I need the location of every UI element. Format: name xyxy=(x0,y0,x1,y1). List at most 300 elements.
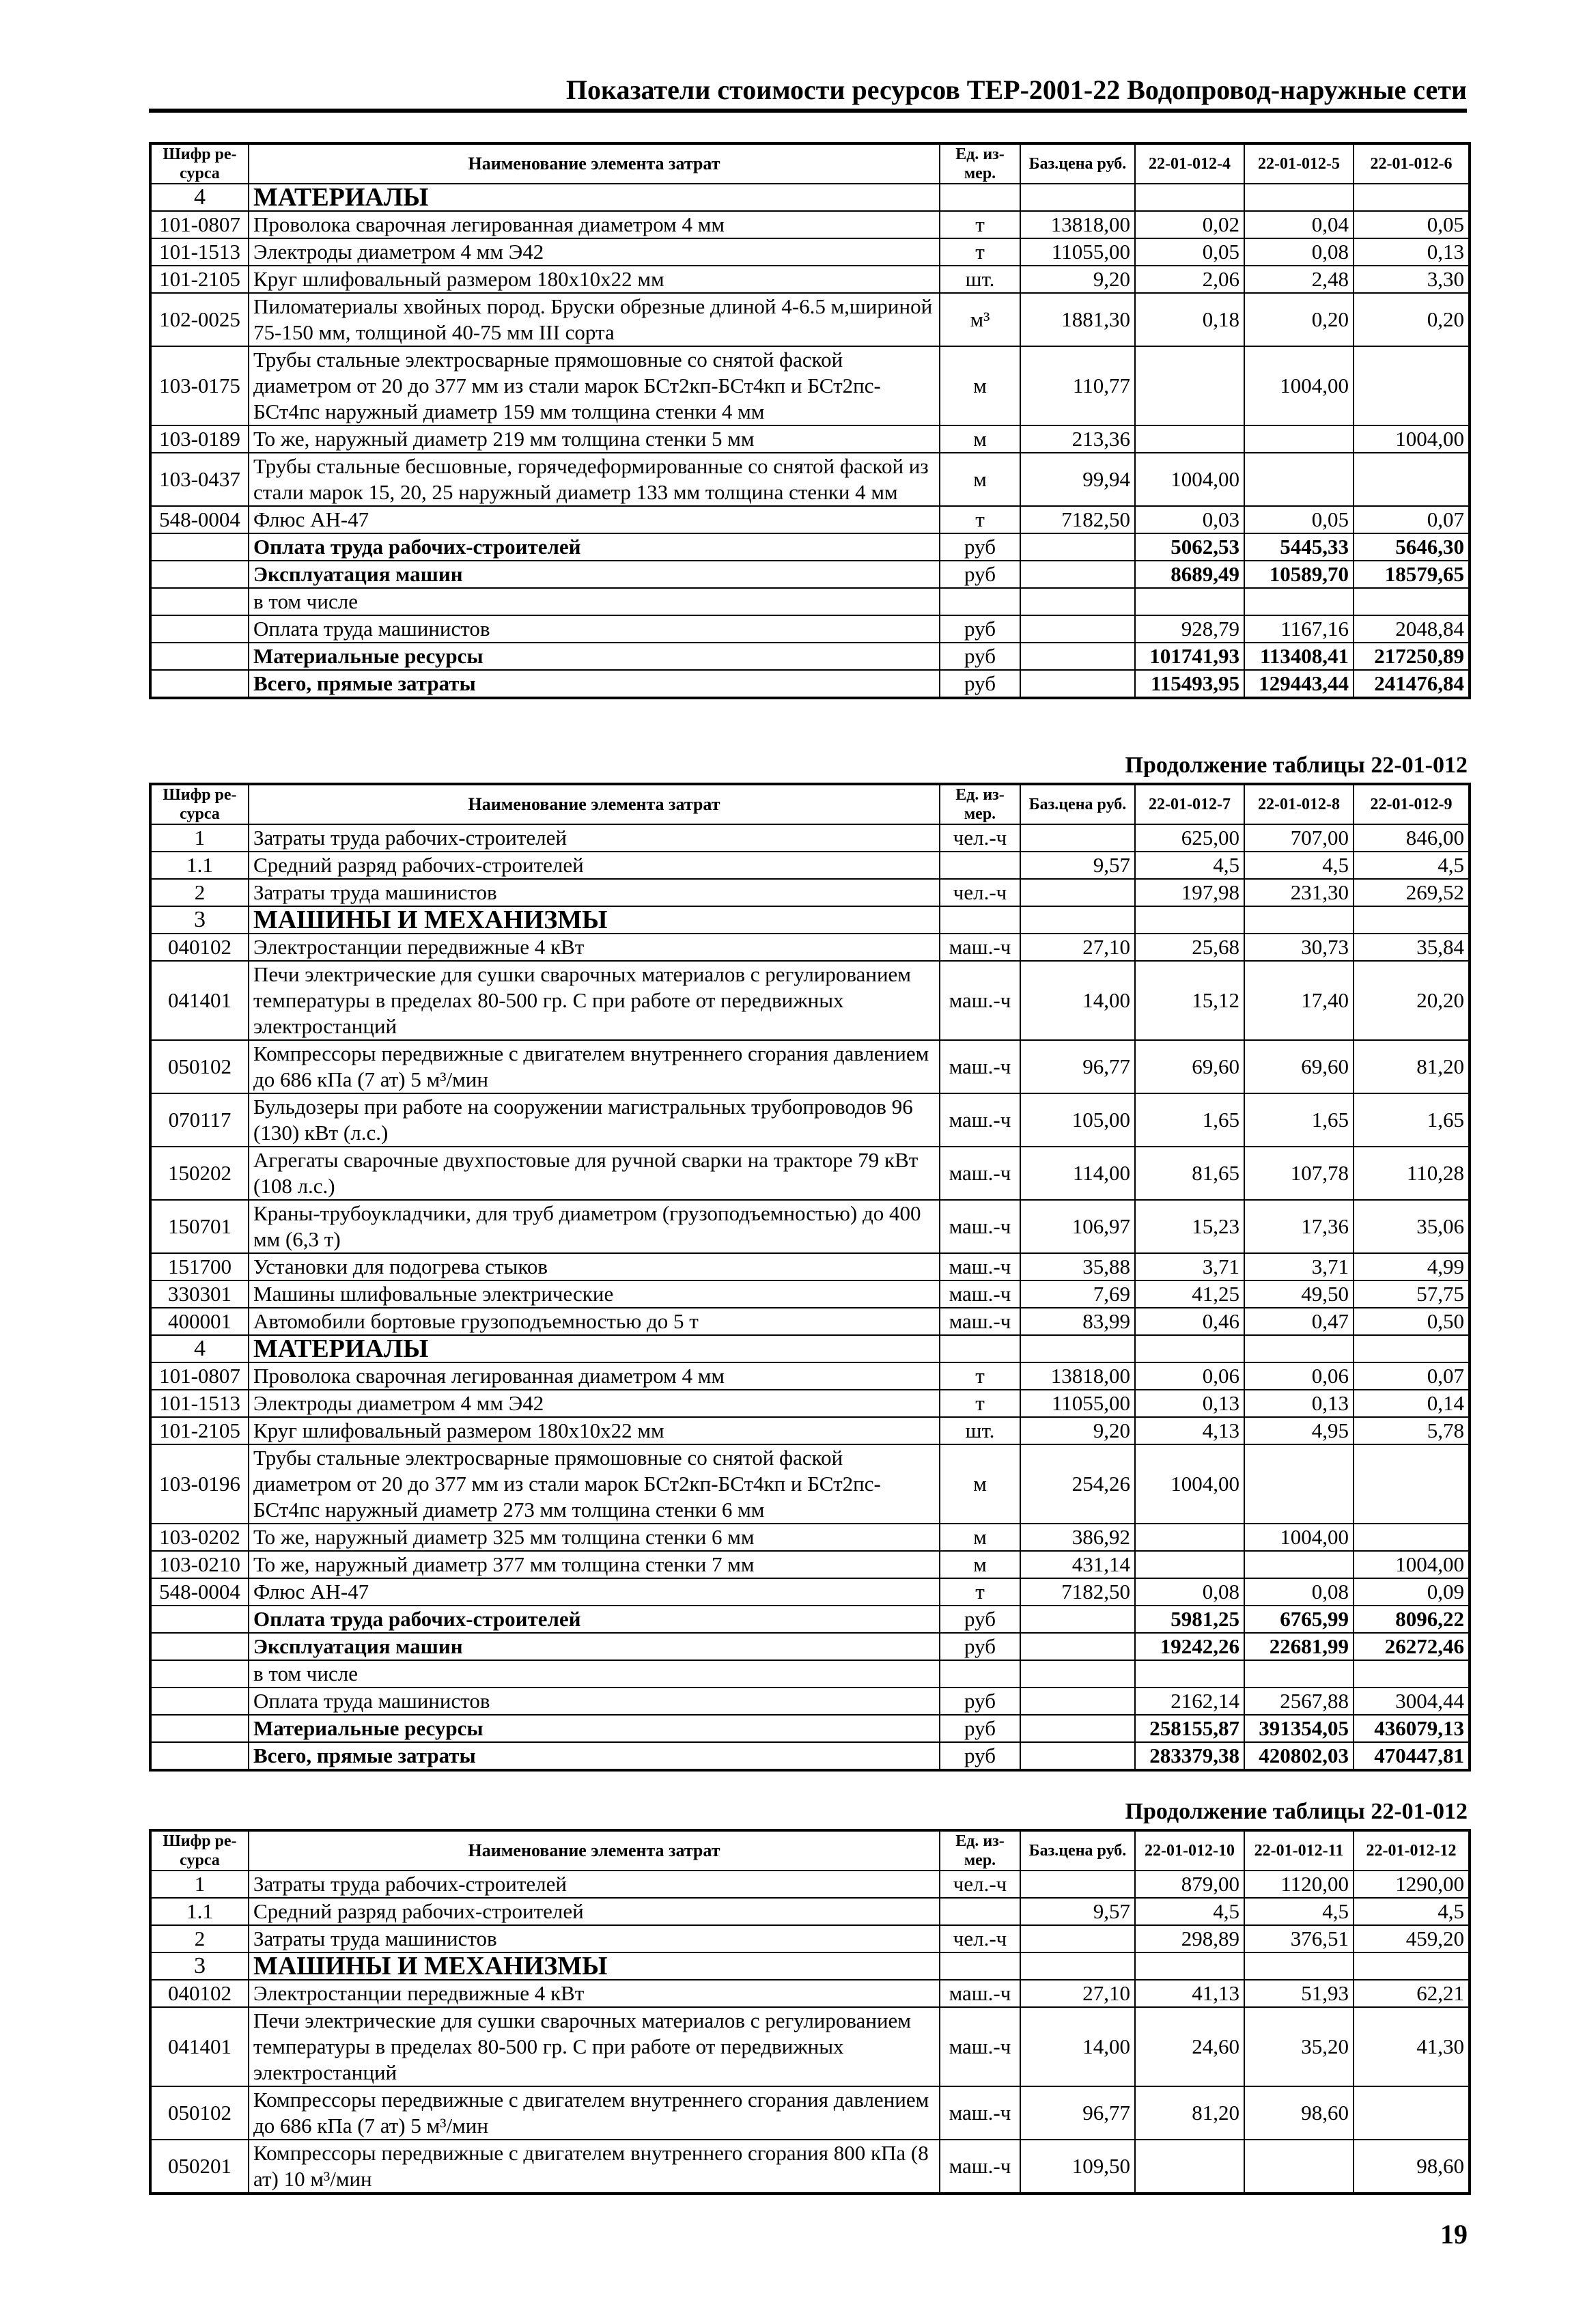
unit: маш.-ч xyxy=(940,1093,1020,1147)
unit: руб xyxy=(940,615,1020,643)
norm-value: 3,30 xyxy=(1354,266,1470,293)
norm-value: 69,60 xyxy=(1244,1040,1354,1093)
resource-code: 102-0025 xyxy=(150,293,249,346)
unit: маш.-ч xyxy=(940,1040,1020,1093)
norm-value: 0,05 xyxy=(1354,211,1470,238)
resource-code: 548-0004 xyxy=(150,506,249,533)
norm-value xyxy=(1135,588,1244,615)
cost-item-name: Круг шлифовальный размером 180х10х22 мм xyxy=(249,1417,940,1444)
base-price: 7182,50 xyxy=(1020,506,1135,533)
col-header-price: Баз.цена руб. xyxy=(1020,143,1135,184)
base-price xyxy=(1020,588,1135,615)
base-price: 9,20 xyxy=(1020,266,1135,293)
norm-value: 0,05 xyxy=(1244,506,1354,533)
norm-value: 4,95 xyxy=(1244,1417,1354,1444)
unit xyxy=(940,588,1020,615)
cost-item-name: Проволока сварочная легированная диаметром 4 мм xyxy=(249,211,940,238)
norm-value: 30,73 xyxy=(1244,934,1354,961)
norm-value xyxy=(1244,2140,1354,2194)
norm-value xyxy=(1354,1660,1470,1688)
resource-code: 2 xyxy=(150,879,249,906)
norm-value: 49,50 xyxy=(1244,1280,1354,1308)
col-header-norm: 22-01-012-8 xyxy=(1244,784,1354,824)
norm-value xyxy=(1135,2140,1244,2194)
table-row xyxy=(150,1200,1470,1253)
table-row xyxy=(150,852,1470,879)
unit: маш.-ч xyxy=(940,934,1020,961)
norm-value: 62,21 xyxy=(1354,1980,1470,2007)
norm-value xyxy=(1354,906,1470,934)
unit: маш.-ч xyxy=(940,1280,1020,1308)
resource-code: 103-0189 xyxy=(150,425,249,453)
norm-value: 258155,87 xyxy=(1135,1715,1244,1742)
norm-value: 5062,53 xyxy=(1135,533,1244,561)
unit xyxy=(940,1660,1020,1688)
norm-value: 20,20 xyxy=(1354,961,1470,1040)
norm-value: 1290,00 xyxy=(1354,1871,1470,1898)
norm-value: 81,20 xyxy=(1135,2086,1244,2140)
base-price: 11055,00 xyxy=(1020,1390,1135,1417)
norm-value: 217250,89 xyxy=(1354,643,1470,670)
page-header: Показатели стоимости ресурсов ТЕР-2001-22 Водопровод-наружные сети xyxy=(149,74,1467,113)
norm-value: 4,13 xyxy=(1135,1417,1244,1444)
table-row xyxy=(150,961,1470,1040)
cost-item-name: То же, наружный диаметр 377 мм толщина стенки 7 мм xyxy=(249,1551,940,1578)
base-price xyxy=(1020,561,1135,588)
col-header-price: Баз.цена руб. xyxy=(1020,1830,1135,1871)
norm-value: 10589,70 xyxy=(1244,561,1354,588)
table-row xyxy=(150,425,1470,453)
norm-value: 5646,30 xyxy=(1354,533,1470,561)
norm-value: 1004,00 xyxy=(1354,425,1470,453)
continuation-label-3: Продолжение таблицы 22-01-012 xyxy=(1125,1799,1468,1824)
norm-value: 81,65 xyxy=(1135,1147,1244,1200)
table-row xyxy=(150,293,1470,346)
norm-value: 98,60 xyxy=(1244,2086,1354,2140)
resource-code: 050201 xyxy=(150,2140,249,2194)
table-row xyxy=(150,1390,1470,1417)
table-row xyxy=(150,1040,1470,1093)
table-row xyxy=(150,615,1470,643)
unit: руб xyxy=(940,643,1020,670)
norm-value: 129443,44 xyxy=(1244,670,1354,698)
table-row xyxy=(150,506,1470,533)
base-price: 27,10 xyxy=(1020,1980,1135,2007)
norm-value: 5,78 xyxy=(1354,1417,1470,1444)
norm-value xyxy=(1135,346,1244,425)
table-row xyxy=(150,1980,1470,2007)
resource-code: 101-1513 xyxy=(150,1390,249,1417)
cost-item-name: Эксплуатация машин xyxy=(249,561,940,588)
base-price: 431,14 xyxy=(1020,1551,1135,1578)
base-price xyxy=(1020,1925,1135,1952)
col-header-norm: 22-01-012-10 xyxy=(1135,1830,1244,1871)
norm-value: 8689,49 xyxy=(1135,561,1244,588)
norm-value: 846,00 xyxy=(1354,824,1470,852)
header-row xyxy=(150,143,1470,184)
norm-value xyxy=(1354,1524,1470,1551)
header-row xyxy=(150,784,1470,824)
resource-code: 4 xyxy=(150,184,249,211)
col-header-name: Наименование элемента затрат xyxy=(249,784,940,824)
table-row xyxy=(150,1871,1470,1898)
unit: руб xyxy=(940,533,1020,561)
resource-code: 2 xyxy=(150,1925,249,1952)
norm-value: 1167,16 xyxy=(1244,615,1354,643)
table-row xyxy=(150,2007,1470,2086)
unit: руб xyxy=(940,1633,1020,1660)
cost-item-name: МАТЕРИАЛЫ xyxy=(249,184,940,211)
norm-value: 0,07 xyxy=(1354,506,1470,533)
table-row xyxy=(150,561,1470,588)
cost-item-name: Затраты труда машинистов xyxy=(249,879,940,906)
norm-value: 3004,44 xyxy=(1354,1688,1470,1715)
table-row xyxy=(150,533,1470,561)
cost-item-name: Затраты труда рабочих-строителей xyxy=(249,1871,940,1898)
base-price xyxy=(1020,184,1135,211)
base-price: 13818,00 xyxy=(1020,211,1135,238)
base-price: 11055,00 xyxy=(1020,238,1135,266)
norm-value: 4,99 xyxy=(1354,1253,1470,1280)
resource-code: 3 xyxy=(150,1952,249,1980)
table-row xyxy=(150,1925,1470,1952)
norm-value: 19242,26 xyxy=(1135,1633,1244,1660)
norm-value xyxy=(1244,1444,1354,1524)
norm-value: 928,79 xyxy=(1135,615,1244,643)
unit: т xyxy=(940,238,1020,266)
resource-code xyxy=(150,561,249,588)
base-price xyxy=(1020,1688,1135,1715)
unit xyxy=(940,852,1020,879)
norm-value: 35,84 xyxy=(1354,934,1470,961)
norm-value: 2048,84 xyxy=(1354,615,1470,643)
unit: маш.-ч xyxy=(940,2140,1020,2194)
norm-value: 197,98 xyxy=(1135,879,1244,906)
norm-value: 41,25 xyxy=(1135,1280,1244,1308)
cost-item-name: МАШИНЫ И МЕХАНИЗМЫ xyxy=(249,1952,940,1980)
unit: м xyxy=(940,1551,1020,1578)
norm-value xyxy=(1354,1444,1470,1524)
col-header-code: Шифр ре-сурса xyxy=(150,784,249,824)
unit: м xyxy=(940,1524,1020,1551)
norm-value: 4,5 xyxy=(1135,1898,1244,1925)
unit: маш.-ч xyxy=(940,2007,1020,2086)
base-price: 9,57 xyxy=(1020,1898,1135,1925)
resource-code: 1 xyxy=(150,1871,249,1898)
unit: руб xyxy=(940,670,1020,698)
cost-item-name: Оплата труда машинистов xyxy=(249,1688,940,1715)
resource-code: 150202 xyxy=(150,1147,249,1200)
resource-code: 103-0202 xyxy=(150,1524,249,1551)
resource-code xyxy=(150,1688,249,1715)
table-row xyxy=(150,266,1470,293)
resource-code: 3 xyxy=(150,906,249,934)
base-price xyxy=(1020,906,1135,934)
norm-value: 0,13 xyxy=(1135,1390,1244,1417)
cost-item-name: Агрегаты сварочные двухпостовые для ручной сварки на тракторе 79 кВт (108 л.с.) xyxy=(249,1147,940,1200)
table-row xyxy=(150,1742,1470,1770)
norm-value xyxy=(1244,1551,1354,1578)
norm-value: 25,68 xyxy=(1135,934,1244,961)
table-row xyxy=(150,1280,1470,1308)
unit xyxy=(940,906,1020,934)
unit: м³ xyxy=(940,293,1020,346)
norm-value: 1,65 xyxy=(1244,1093,1354,1147)
norm-value: 4,5 xyxy=(1354,852,1470,879)
unit: т xyxy=(940,1362,1020,1390)
norm-value: 0,18 xyxy=(1135,293,1244,346)
cost-item-name: То же, наружный диаметр 325 мм толщина стенки 6 мм xyxy=(249,1524,940,1551)
norm-value: 98,60 xyxy=(1354,2140,1470,2194)
base-price: 9,20 xyxy=(1020,1417,1135,1444)
base-price: 14,00 xyxy=(1020,961,1135,1040)
base-price xyxy=(1020,1660,1135,1688)
table-row xyxy=(150,906,1470,934)
resource-code: 101-2105 xyxy=(150,266,249,293)
unit: м xyxy=(940,425,1020,453)
norm-value: 15,23 xyxy=(1135,1200,1244,1253)
norm-value: 707,00 xyxy=(1244,824,1354,852)
norm-value: 5981,25 xyxy=(1135,1606,1244,1633)
cost-item-name: Эксплуатация машин xyxy=(249,1633,940,1660)
cost-item-name: Установки для подогрева стыков xyxy=(249,1253,940,1280)
unit: шт. xyxy=(940,266,1020,293)
table-row xyxy=(150,184,1470,211)
cost-table-2 xyxy=(149,783,1471,1772)
norm-value: 283379,38 xyxy=(1135,1742,1244,1770)
resource-code: 101-0807 xyxy=(150,211,249,238)
base-price: 1881,30 xyxy=(1020,293,1135,346)
norm-value: 4,5 xyxy=(1244,1898,1354,1925)
cost-item-name: Проволока сварочная легированная диаметром 4 мм xyxy=(249,1362,940,1390)
norm-value: 57,75 xyxy=(1354,1280,1470,1308)
norm-value xyxy=(1354,453,1470,506)
norm-value xyxy=(1244,906,1354,934)
table-row xyxy=(150,1335,1470,1362)
resource-code: 040102 xyxy=(150,934,249,961)
cost-item-name: МАШИНЫ И МЕХАНИЗМЫ xyxy=(249,906,940,934)
unit: м xyxy=(940,346,1020,425)
base-price: 83,99 xyxy=(1020,1308,1135,1335)
base-price xyxy=(1020,533,1135,561)
unit: руб xyxy=(940,1606,1020,1633)
unit: т xyxy=(940,211,1020,238)
norm-value xyxy=(1135,425,1244,453)
resource-code: 041401 xyxy=(150,2007,249,2086)
table-row xyxy=(150,1444,1470,1524)
norm-value: 0,03 xyxy=(1135,506,1244,533)
norm-value: 0,09 xyxy=(1354,1578,1470,1606)
cost-item-name: Флюс АН-47 xyxy=(249,1578,940,1606)
cost-item-name: Оплата труда рабочих-строителей xyxy=(249,533,940,561)
col-header-code: Шифр ре-сурса xyxy=(150,143,249,184)
table-row xyxy=(150,824,1470,852)
resource-code: 1.1 xyxy=(150,852,249,879)
cost-item-name: Средний разряд рабочих-строителей xyxy=(249,1898,940,1925)
norm-value xyxy=(1244,1952,1354,1980)
col-header-name: Наименование элемента затрат xyxy=(249,143,940,184)
cost-item-name: Бульдозеры при работе на сооружении магистральных трубопроводов 96 (130) кВт (л.с.) xyxy=(249,1093,940,1147)
norm-value: 436079,13 xyxy=(1354,1715,1470,1742)
norm-value xyxy=(1354,588,1470,615)
col-header-norm: 22-01-012-6 xyxy=(1354,143,1470,184)
norm-value xyxy=(1354,2086,1470,2140)
norm-value: 4,5 xyxy=(1244,852,1354,879)
table-row xyxy=(150,879,1470,906)
resource-code xyxy=(150,643,249,670)
base-price xyxy=(1020,1335,1135,1362)
norm-value: 110,28 xyxy=(1354,1147,1470,1200)
cost-item-name: Трубы стальные электросварные прямошовные со снятой фаской диаметром от 20 до 377 мм из стали марок БСт2кп-БСт4кп и БСт2пс-БСт4пс наружный диаметр 273 мм толщина стенки 6 мм xyxy=(249,1444,940,1524)
norm-value: 69,60 xyxy=(1135,1040,1244,1093)
norm-value: 3,71 xyxy=(1135,1253,1244,1280)
base-price: 96,77 xyxy=(1020,1040,1135,1093)
norm-value: 0,20 xyxy=(1244,293,1354,346)
unit xyxy=(940,1898,1020,1925)
col-header-code: Шифр ре-сурса xyxy=(150,1830,249,1871)
cost-item-name: Круг шлифовальный размером 180х10х22 мм xyxy=(249,266,940,293)
table-row xyxy=(150,1147,1470,1200)
norm-value: 0,06 xyxy=(1244,1362,1354,1390)
cost-item-name: Трубы стальные электросварные прямошовные со снятой фаской диаметром от 20 до 377 мм из стали марок БСт2кп-БСт4кп и БСт2пс-БСт4пс наружный диаметр 159 мм толщина стенки 4 мм xyxy=(249,346,940,425)
cost-item-name: Трубы стальные бесшовные, горячедеформированные со снятой фаской из стали марок 15, 20, 25 наружный диаметр 133 мм толщина стенки 4 мм xyxy=(249,453,940,506)
cost-item-name: Пиломатериалы хвойных пород. Бруски обрезные длиной 4-6.5 м,шириной 75-150 мм, толщиной 40-75 мм III сорта xyxy=(249,293,940,346)
norm-value xyxy=(1135,1335,1244,1362)
norm-value xyxy=(1354,1335,1470,1362)
norm-value xyxy=(1135,1660,1244,1688)
table-row xyxy=(150,453,1470,506)
col-header-unit: Ед. из-мер. xyxy=(940,1830,1020,1871)
base-price: 109,50 xyxy=(1020,2140,1135,2194)
resource-code: 151700 xyxy=(150,1253,249,1280)
cost-item-name: Печи электрические для сушки сварочных материалов с регулированием температуры в пределах 80-500 гр. С при работе от передвижных электростанций xyxy=(249,2007,940,2086)
norm-value xyxy=(1244,1660,1354,1688)
resource-code xyxy=(150,670,249,698)
resource-code: 1.1 xyxy=(150,1898,249,1925)
continuation-label-2: Продолжение таблицы 22-01-012 xyxy=(1125,753,1468,778)
resource-code: 070117 xyxy=(150,1093,249,1147)
norm-value: 0,04 xyxy=(1244,211,1354,238)
cost-item-name: Всего, прямые затраты xyxy=(249,1742,940,1770)
base-price: 13818,00 xyxy=(1020,1362,1135,1390)
cost-item-name: Краны-трубоукладчики, для труб диаметром (грузоподъемностью) до 400 мм (6,3 т) xyxy=(249,1200,940,1253)
unit: маш.-ч xyxy=(940,1253,1020,1280)
norm-value: 24,60 xyxy=(1135,2007,1244,2086)
col-header-norm: 22-01-012-9 xyxy=(1354,784,1470,824)
norm-value xyxy=(1354,1952,1470,1980)
table-row xyxy=(150,1606,1470,1633)
resource-code xyxy=(150,588,249,615)
base-price: 96,77 xyxy=(1020,2086,1135,2140)
base-price xyxy=(1020,615,1135,643)
unit: руб xyxy=(940,561,1020,588)
norm-value: 51,93 xyxy=(1244,1980,1354,2007)
norm-value: 0,20 xyxy=(1354,293,1470,346)
cost-item-name: Компрессоры передвижные с двигателем внутреннего сгорания давлением до 686 кПа (7 ат) 5 м³/мин xyxy=(249,1040,940,1093)
base-price: 7,69 xyxy=(1020,1280,1135,1308)
norm-value xyxy=(1244,588,1354,615)
base-price: 9,57 xyxy=(1020,852,1135,879)
norm-value: 1,65 xyxy=(1135,1093,1244,1147)
norm-value: 6765,99 xyxy=(1244,1606,1354,1633)
unit: маш.-ч xyxy=(940,2086,1020,2140)
resource-code: 150701 xyxy=(150,1200,249,1253)
col-header-norm: 22-01-012-12 xyxy=(1354,1830,1470,1871)
col-header-norm: 22-01-012-4 xyxy=(1135,143,1244,184)
norm-value: 101741,93 xyxy=(1135,643,1244,670)
norm-value: 2162,14 xyxy=(1135,1688,1244,1715)
base-price: 7182,50 xyxy=(1020,1578,1135,1606)
base-price: 99,94 xyxy=(1020,453,1135,506)
norm-value: 0,47 xyxy=(1244,1308,1354,1335)
table-row xyxy=(150,670,1470,698)
norm-value: 0,05 xyxy=(1135,238,1244,266)
norm-value xyxy=(1244,184,1354,211)
unit: шт. xyxy=(940,1417,1020,1444)
cost-item-name: Электростанции передвижные 4 кВт xyxy=(249,934,940,961)
base-price xyxy=(1020,1871,1135,1898)
resource-code xyxy=(150,1633,249,1660)
norm-value: 0,50 xyxy=(1354,1308,1470,1335)
base-price: 35,88 xyxy=(1020,1253,1135,1280)
norm-value: 2,06 xyxy=(1135,266,1244,293)
norm-value: 879,00 xyxy=(1135,1871,1244,1898)
base-price xyxy=(1020,643,1135,670)
base-price: 110,77 xyxy=(1020,346,1135,425)
unit: руб xyxy=(940,1742,1020,1770)
cost-item-name: МАТЕРИАЛЫ xyxy=(249,1335,940,1362)
table-row xyxy=(150,1633,1470,1660)
norm-value xyxy=(1354,184,1470,211)
norm-value: 0,14 xyxy=(1354,1390,1470,1417)
base-price: 106,97 xyxy=(1020,1200,1135,1253)
cost-item-name: Затраты труда рабочих-строителей xyxy=(249,824,940,852)
norm-value: 1004,00 xyxy=(1135,1444,1244,1524)
table-row xyxy=(150,1308,1470,1335)
resource-code xyxy=(150,1606,249,1633)
page-number: 19 xyxy=(1440,2219,1468,2250)
resource-code xyxy=(150,1742,249,1770)
table-row xyxy=(150,1524,1470,1551)
table-row xyxy=(150,1362,1470,1390)
resource-code: 103-0175 xyxy=(150,346,249,425)
norm-value: 420802,03 xyxy=(1244,1742,1354,1770)
norm-value xyxy=(1244,1335,1354,1362)
resource-code: 101-2105 xyxy=(150,1417,249,1444)
norm-value xyxy=(1135,1551,1244,1578)
norm-value: 470447,81 xyxy=(1354,1742,1470,1770)
norm-value: 81,20 xyxy=(1354,1040,1470,1093)
norm-value: 376,51 xyxy=(1244,1925,1354,1952)
col-header-price: Баз.цена руб. xyxy=(1020,784,1135,824)
norm-value: 269,52 xyxy=(1354,879,1470,906)
resource-code: 400001 xyxy=(150,1308,249,1335)
table-row xyxy=(150,2086,1470,2140)
cost-item-name: Всего, прямые затраты xyxy=(249,670,940,698)
norm-value xyxy=(1135,184,1244,211)
norm-value: 0,13 xyxy=(1354,238,1470,266)
base-price xyxy=(1020,1633,1135,1660)
table-row xyxy=(150,1952,1470,1980)
norm-value: 0,08 xyxy=(1135,1578,1244,1606)
norm-value: 1004,00 xyxy=(1354,1551,1470,1578)
col-header-unit: Ед. из-мер. xyxy=(940,143,1020,184)
norm-value: 0,08 xyxy=(1244,238,1354,266)
norm-value: 0,46 xyxy=(1135,1308,1244,1335)
norm-value: 625,00 xyxy=(1135,824,1244,852)
cost-table-3 xyxy=(149,1829,1471,2195)
cost-item-name: Материальные ресурсы xyxy=(249,1715,940,1742)
